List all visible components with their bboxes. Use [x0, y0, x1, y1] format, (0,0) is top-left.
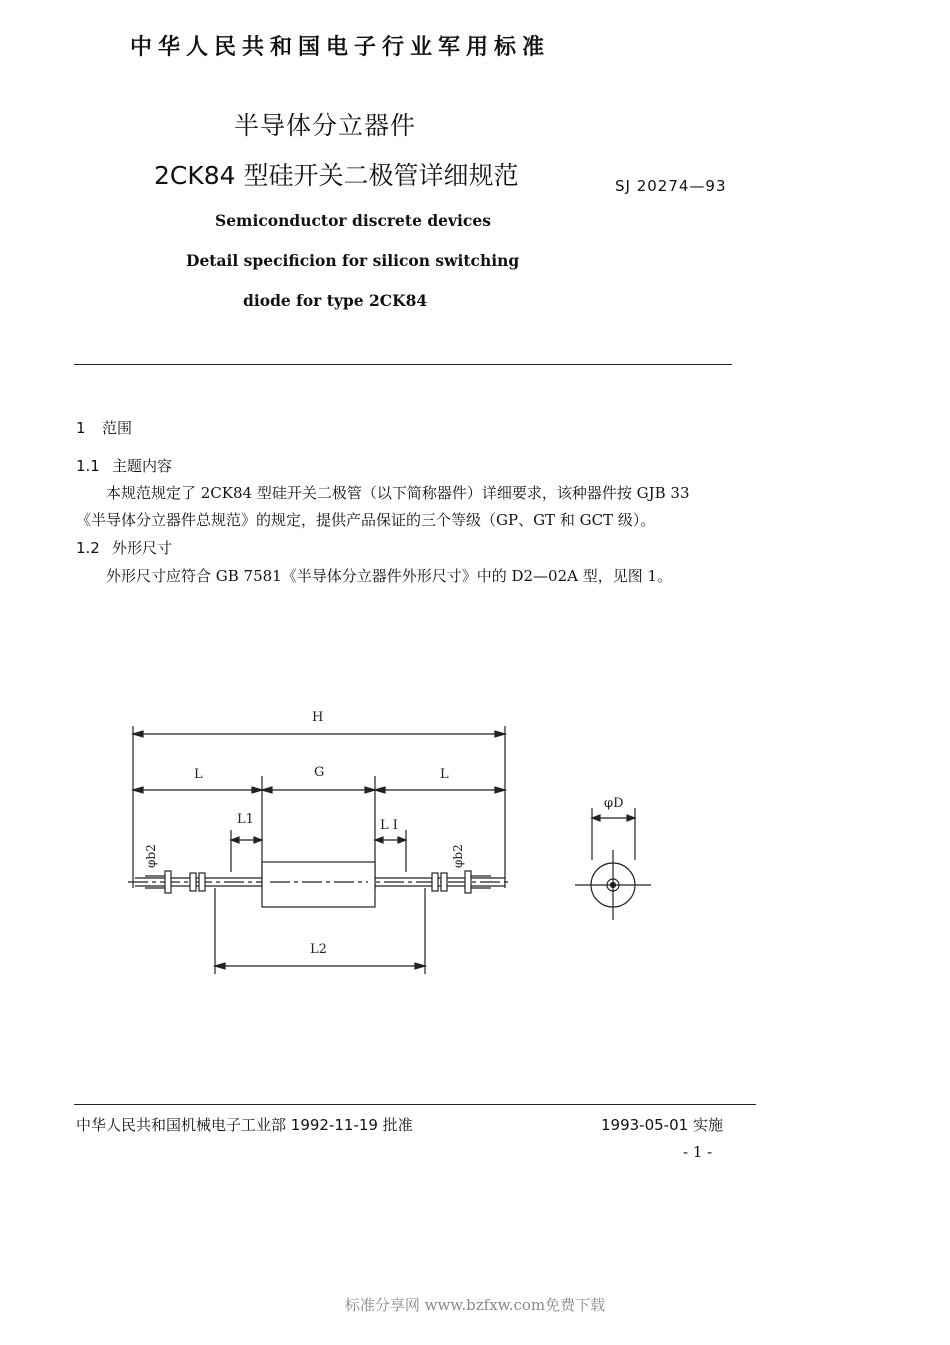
document-title-en-line2: Detail specificion for silicon switching: [186, 251, 520, 270]
lead-crimp: [441, 873, 447, 891]
arrow-head: [254, 837, 262, 843]
section-1-2-heading: [76, 537, 172, 558]
section-1-1-paragraph-line1: 本规范规定了 2CK84 型硅开关二极管（以下简称器件）详细要求，该种器件按 GJB 33: [106, 484, 690, 502]
arrow-head: [592, 815, 600, 821]
arrow-head: [627, 815, 635, 821]
arrow-head: [495, 787, 505, 793]
arrow-head: [231, 837, 239, 843]
section-number: 1: [76, 419, 86, 437]
dimension-label-L2: L2: [310, 942, 327, 957]
section-number: 1.1: [76, 457, 100, 475]
section-title: 范围: [102, 419, 133, 437]
dimension-label-L-right: L: [440, 767, 449, 782]
standard-header-title: 中华人民共和国电子行业军用标准: [130, 35, 551, 60]
outline-dimension-figure: [0, 690, 950, 990]
arrow-head: [215, 963, 225, 969]
document-title-en-line3: diode for type 2CK84: [243, 291, 428, 310]
section-title: 外形尺寸: [112, 539, 173, 557]
title-divider: [74, 364, 732, 365]
dimension-label-L-left: L: [194, 767, 203, 782]
watermark: 标准分享网 www.bzfxw.com免费下载: [344, 1296, 606, 1314]
document-title-en-line1: Semiconductor discrete devices: [215, 211, 491, 230]
arrow-head: [375, 837, 383, 843]
document-title-cn-line1: 半导体分立器件: [234, 111, 417, 140]
section-number: 1.2: [76, 539, 100, 557]
dimension-label-L1-right: L I: [380, 818, 398, 833]
document-title-cn-line2: 2CK84 型硅开关二极管详细规范: [154, 161, 519, 190]
lead-crimp: [190, 873, 196, 891]
section-1-1-heading: [76, 455, 172, 476]
dimension-label-b2-right: φb2: [451, 844, 465, 868]
lead-crimp: [432, 873, 438, 891]
arrow-head: [495, 731, 505, 737]
arrow-head: [133, 731, 143, 737]
section-1-2-paragraph: 外形尺寸应符合 GB 7581《半导体分立器件外形尺寸》中的 D2—02A 型，见图 1。: [106, 567, 673, 585]
standard-number: SJ 20274—93: [615, 177, 727, 195]
implementation-date: 1993-05-01 实施: [601, 1116, 723, 1134]
arrow-head: [415, 963, 425, 969]
dimension-label-D: φD: [604, 796, 624, 811]
approval-line: 中华人民共和国机械电子工业部 1992-11-19 批准: [76, 1116, 413, 1134]
section-1-1-paragraph-line2: 《半导体分立器件总规范》的规定，提供产品保证的三个等级（GP、GT 和 GCT 级）。: [76, 511, 656, 529]
arrow-head: [375, 787, 385, 793]
dimension-label-H: H: [312, 710, 324, 725]
arrow-head: [133, 787, 143, 793]
dimension-label-L1-left: L1: [237, 812, 254, 827]
section-1-heading: [76, 417, 132, 438]
footer-divider: [74, 1104, 756, 1105]
dimension-label-b2-left: φb2: [144, 844, 158, 868]
arrow-head: [398, 837, 406, 843]
lead-crimp: [165, 871, 171, 893]
lead-crimp: [199, 873, 205, 891]
page-number: - 1 -: [683, 1143, 713, 1161]
section-title: 主题内容: [112, 457, 173, 475]
lead-crimp: [465, 871, 471, 893]
dimension-label-G: G: [314, 765, 325, 780]
diode-body: [262, 862, 375, 907]
arrow-head: [262, 787, 272, 793]
